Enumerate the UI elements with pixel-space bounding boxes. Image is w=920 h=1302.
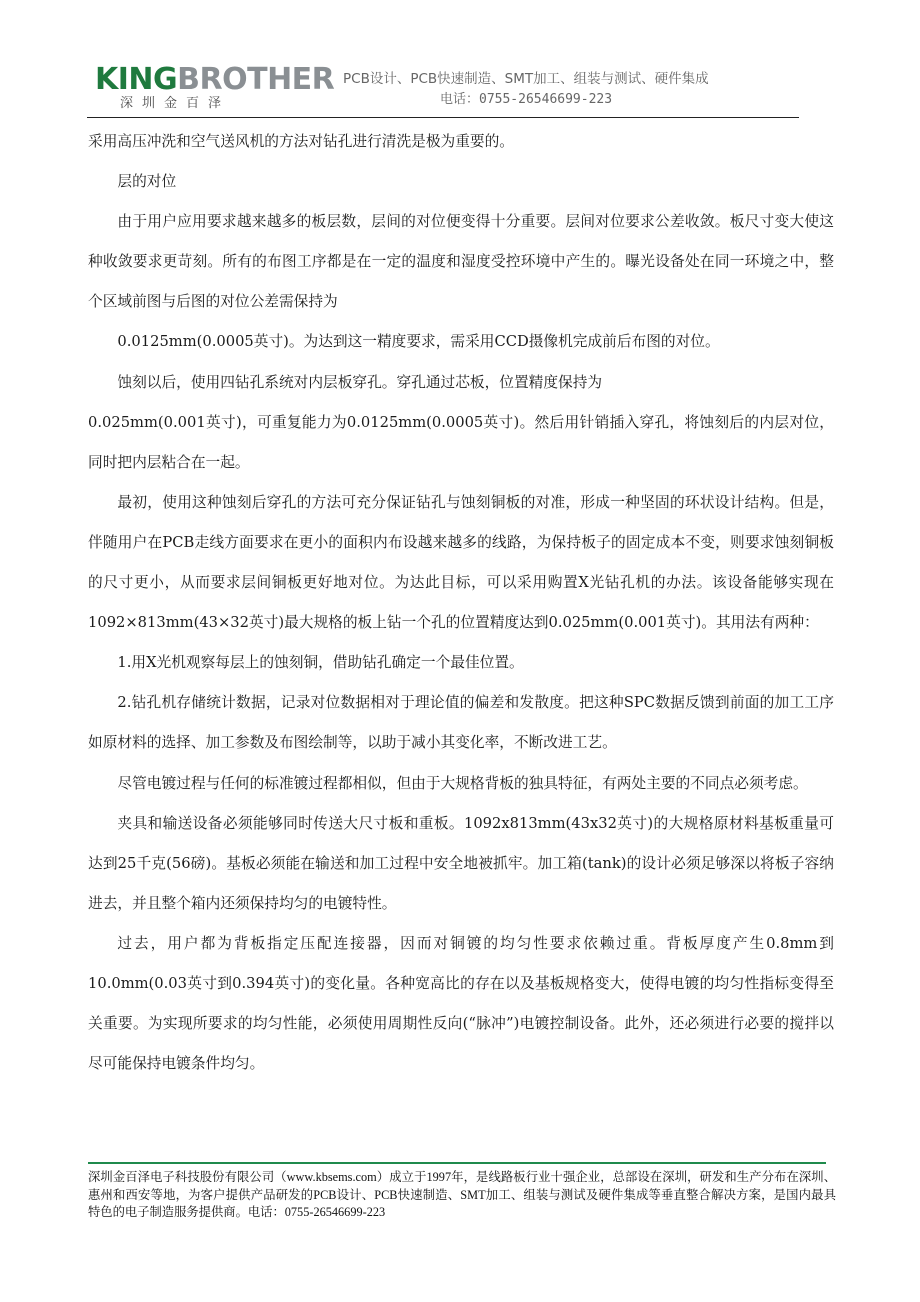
list-item: 2.钻孔机存储统计数据，记录对位数据相对于理论值的偏差和发散度。把这种SPC数据反馈到前面的加工工序如原材料的选择、加工参数及布图绘制等，以助于减小其变化率，不断改进工艺。 <box>88 694 834 752</box>
header-tagline: PCB设计、PCB快速制造、SMT加工、组装与测试、硬件集成 <box>343 71 709 87</box>
header-divider <box>87 117 799 118</box>
document-body <box>88 122 834 1084</box>
list-item: 1.用X光机观察每层上的蚀刻铜，借助钻孔确定一个最佳位置。 <box>117 654 524 672</box>
page-header <box>0 0 920 120</box>
logo-text-king: KING <box>95 62 178 97</box>
company-logo <box>95 62 334 98</box>
paragraph: 过去，用户都为背板指定压配连接器，因而对铜镀的均匀性要求依赖过重。背板厚度产生0.8mm到10.0mm(0.03英寸到0.394英寸)的变化量。各种宽高比的存在以及基板规格变大，使得电镀的均匀性指标变得至关重要。为实现所要求的均匀性能，必须使用周期性反向(“脉冲”)电镀控制设备。此外，还必须进行必要的搅拌以尽可能保持电镀条件均匀。 <box>88 934 834 1073</box>
paragraph: 最初，使用这种蚀刻后穿孔的方法可充分保证钻孔与蚀刻铜板的对准，形成一种坚固的环状设计结构。但是，伴随用户在PCB走线方面要求在更小的面积内布设越来越多的线路，为保持板子的固定成本不变，则要求蚀刻铜板的尺寸更小，从而要求层间铜板更好地对位。为达此目标，可以采用购置X光钻孔机的办法。该设备能够实现在1092×813mm(43×32英寸)最大规格的板上钻一个孔的位置精度达到0.025mm(0.001英寸)。其用法有两种： <box>88 493 834 632</box>
logo-subtitle: 深圳金百泽 <box>120 96 231 111</box>
logo-text-brother: BROTHER <box>177 62 335 97</box>
paragraph: 由于用户应用要求越来越多的板层数，层间的对位便变得十分重要。层间对位要求公差收敛。板尺寸变大使这种收敛要求更苛刻。所有的布图工序都是在一定的温度和湿度受控环境中产生的。曝光设备处在同一环境之中，整个区域前图与后图的对位公差需保持为 <box>88 213 834 311</box>
paragraph: 采用高压冲洗和空气送风机的方法对钻孔进行清洗是极为重要的。 <box>88 133 514 150</box>
header-phone: 电话：0755-26546699-223 <box>440 92 613 107</box>
footer-divider <box>88 1162 826 1164</box>
paragraph: 0.0125mm(0.0005英寸)。为达到这一精度要求，需采用CCD摄像机完成前后布图的对位。 <box>117 333 720 351</box>
paragraph: 蚀刻以后，使用四钻孔系统对内层板穿孔。穿孔通过芯板，位置精度保持为 <box>117 373 603 391</box>
paragraph: 尽管电镀过程与任何的标准镀过程都相似，但由于大规格背板的独具特征，有两处主要的不同点必须考虑。 <box>117 774 808 792</box>
paragraph: 夹具和输送设备必须能够同时传送大尺寸板和重板。1092x813mm(43x32英寸)的大规格原材料基板重量可达到25千克(56磅)。基板必须能在输送和加工过程中安全地被抓牢。加工箱(tank)的设计必须足够深以将板子容纳进去，并且整个箱内还须保持均匀的电镀特性。 <box>88 814 834 912</box>
paragraph: 0.025mm(0.001英寸)，可重复能力为0.0125mm(0.0005英寸)。然后用针销插入穿孔，将蚀刻后的内层对位，同时把内层粘合在一起。 <box>88 413 834 471</box>
page-footer: 深圳金百泽电子科技股份有限公司（www.kbsems.com）成立于1997年，是线路板行业十强企业，总部设在深圳，研发和生产分布在深圳、惠州和西安等地，为客户提供产品研发的PCB设计、PCB快速制造、SMT加工、组装与测试及硬件集成等垂直整合解决方案，是国内最具特色的电子制造服务提供商。电话：0755-26546699-223 <box>88 1170 836 1219</box>
section-heading: 层的对位 <box>117 173 177 191</box>
